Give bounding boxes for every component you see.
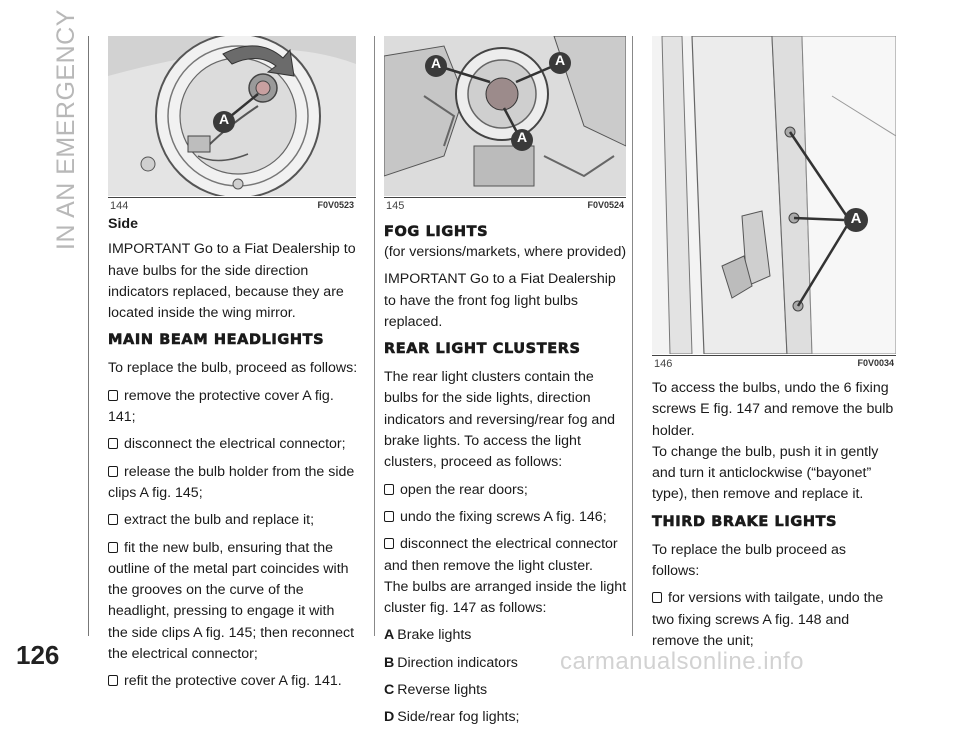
checkbox-bullet-icon — [108, 514, 118, 525]
third-brake-intro: To replace the bulb proceed as follows: — [652, 541, 847, 580]
column-3 — [652, 378, 896, 658]
legend-letter: B — [384, 654, 395, 671]
figure-144-number: 144 — [110, 200, 129, 212]
figure-145-number: 145 — [386, 200, 405, 212]
checkbox-bullet-icon — [384, 484, 394, 495]
rear-step — [384, 534, 628, 577]
rear-lights-paragraph: The rear light clusters contain the bulbs for the side lights, direction indicators and reversing/rear fog and brake lights. To access the light clusters, proceed as follows: — [384, 369, 616, 471]
figure-145-caption — [384, 197, 626, 214]
legend-label: Side/rear fog lights; — [397, 709, 520, 726]
step-text: undo the fixing screws A fig. 146; — [400, 508, 607, 525]
main-beam-step — [108, 510, 358, 531]
step-text: refit the protective cover A fig. 141. — [124, 673, 342, 690]
bulbs-arranged-paragraph: The bulbs are arranged inside the light cluster fig. 147 as follows: — [384, 578, 627, 617]
third-brake-step — [652, 588, 896, 652]
fog-lights-subtitle: (for versions/markets, where provided) — [384, 244, 627, 260]
checkbox-bullet-icon — [108, 466, 118, 477]
main-beam-step — [108, 462, 358, 505]
rear-step — [384, 507, 628, 528]
main-beam-step — [108, 671, 358, 692]
side-tab — [0, 0, 88, 678]
checkbox-bullet-icon — [108, 390, 118, 401]
figure-146-callout-a: A — [850, 210, 862, 227]
checkbox-bullet-icon — [384, 511, 394, 522]
legend-item-c — [384, 680, 628, 701]
step-text: fit the new bulb, ensuring that the outline of the metal part coincides with the grooves on the curve of the headlight, pressing to engage it with the side clips A fig. 145; then reconnect the electrical connector; — [108, 539, 355, 663]
checkbox-bullet-icon — [108, 438, 118, 449]
legend-letter: C — [384, 682, 395, 699]
column-1 — [108, 214, 358, 699]
checkbox-bullet-icon — [108, 542, 118, 553]
main-beam-step — [108, 538, 358, 666]
third-brake-lights-heading: THIRD BRAKE LIGHTS — [652, 513, 838, 530]
rear-step — [384, 480, 628, 501]
checkbox-bullet-icon — [384, 538, 394, 549]
step-text: for versions with tailgate, undo the two fixing screws A fig. 148 and remove the unit; — [652, 590, 884, 649]
step-text: release the bulb holder from the side clips A fig. 145; — [108, 463, 355, 501]
legend-label: Direction indicators — [397, 654, 518, 671]
checkbox-bullet-icon — [108, 675, 118, 686]
step-text: disconnect the electrical connector and then remove the light cluster. — [384, 536, 618, 574]
column-divider-2 — [632, 36, 633, 636]
legend-letter: A — [384, 627, 395, 644]
figure-145-callout-a-left: A — [430, 55, 442, 71]
figure-146-code: F0V0034 — [857, 358, 894, 368]
main-beam-step — [108, 386, 358, 429]
sidebar-divider — [88, 36, 89, 636]
figure-145-callout-a-right: A — [554, 52, 566, 68]
figure-146-number: 146 — [654, 358, 673, 370]
side-heading: Side — [108, 216, 138, 232]
figure-144-code: F0V0523 — [317, 200, 354, 210]
rear-light-clusters-heading: REAR LIGHT CLUSTERS — [384, 341, 581, 358]
watermark: carmanualsonline.info — [560, 648, 804, 675]
side-paragraph: IMPORTANT Go to a Fiat Dealership to have bulbs for the side direction indicators replaced, because they are located inside the wing mirror. — [108, 241, 356, 322]
page-number: 126 — [16, 640, 60, 670]
column-divider-1 — [374, 36, 375, 636]
legend-label: Brake lights — [397, 627, 472, 644]
change-bulb-paragraph: To change the bulb, push it in gently and turn it anticlockwise (“bayonet” type), then remove and replace it. — [652, 443, 879, 503]
figure-146-illustration — [652, 36, 896, 354]
checkbox-bullet-icon — [652, 592, 662, 603]
legend-label: Reverse lights — [397, 682, 488, 699]
figure-144-illustration — [108, 36, 356, 196]
figure-144-callout-a: A — [218, 111, 230, 127]
figure-145-illustration — [384, 36, 626, 196]
figure-146-caption — [652, 355, 896, 372]
legend-item-d — [384, 707, 628, 728]
main-beam-heading: MAIN BEAM HEADLIGHTS — [108, 332, 325, 349]
fog-lights-heading: FOG LIGHTS — [384, 224, 489, 240]
access-bulbs-paragraph: To access the bulbs, undo the 6 fixing screws E fig. 147 and remove the bulb holder. — [652, 380, 894, 439]
step-text: open the rear doors; — [400, 481, 528, 498]
figure-145-callout-a-bottom: A — [516, 129, 528, 145]
figure-144-caption — [108, 197, 356, 214]
legend-letter: D — [384, 709, 395, 726]
figure-145-code: F0V0524 — [587, 200, 624, 210]
step-text: disconnect the electrical connector; — [124, 436, 346, 453]
main-beam-intro: To replace the bulb, proceed as follows: — [108, 360, 358, 377]
step-text: extract the bulb and replace it; — [124, 512, 315, 529]
step-text: remove the protective cover A fig. 141; — [108, 387, 334, 426]
legend-item-a — [384, 625, 628, 646]
main-beam-step — [108, 434, 358, 455]
fog-lights-paragraph: IMPORTANT Go to a Fiat Dealership to have the front fog light bulbs replaced. — [384, 271, 616, 330]
section-title: IN AN EMERGENCY — [52, 9, 80, 250]
